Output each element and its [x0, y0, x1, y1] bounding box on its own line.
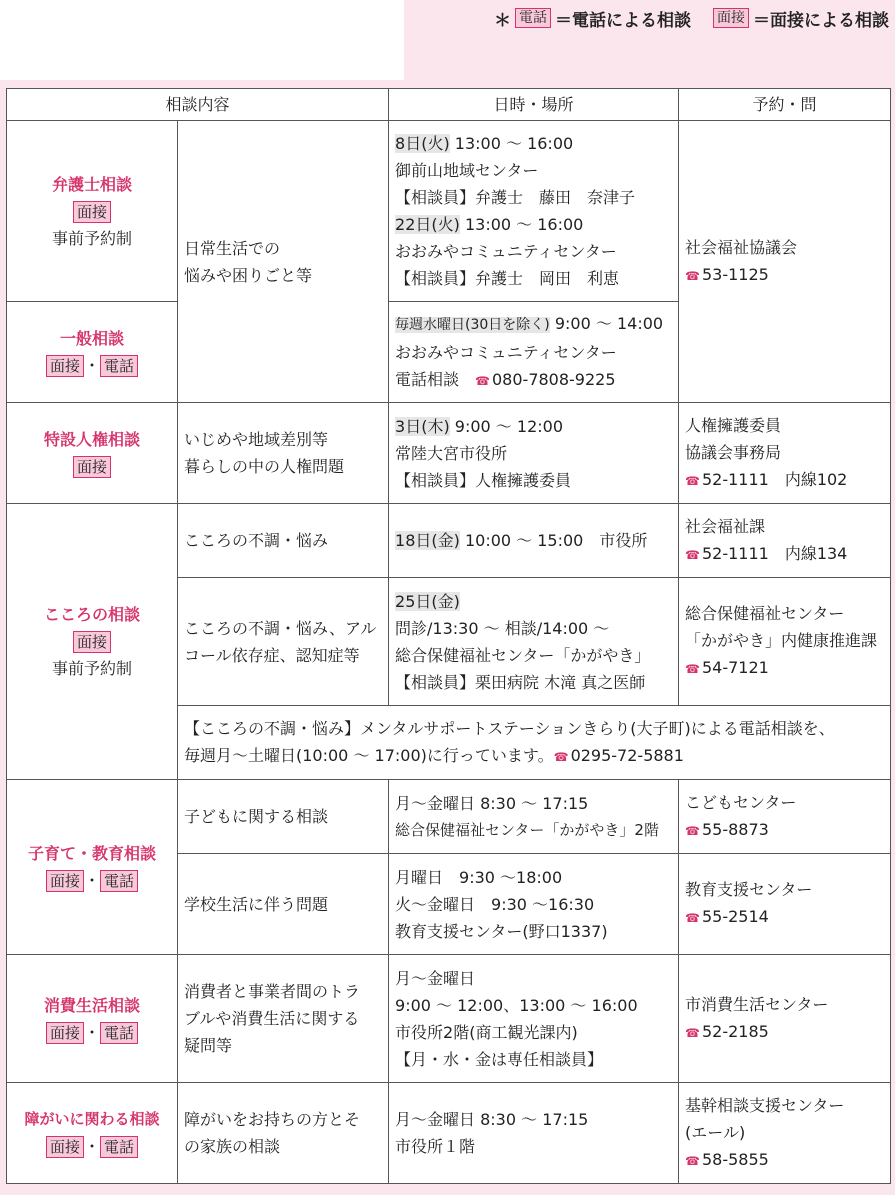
disability-contact-line: (エール): [685, 1122, 746, 1142]
table-row: [7, 1083, 891, 1184]
disability-datetime-cell: [389, 1083, 679, 1184]
disability-phone: 58-5855: [701, 1149, 769, 1169]
mental-topic-cell: [178, 578, 389, 706]
mental-category: こころの相談: [43, 605, 140, 624]
tel-tag: 電話: [100, 355, 138, 377]
disability-contact-line: 基幹相談支援センター: [685, 1095, 845, 1115]
header-contact: 予約・問: [679, 89, 891, 121]
lawyer-contact-cell: [679, 121, 891, 403]
legend-tel-desc: ＝電話による相談: [555, 10, 691, 31]
lawyer-note: 事前予約制: [51, 228, 132, 248]
child-phone2: 55-2514: [701, 907, 769, 926]
general-category-cell: 一般相談 面接 ・ 電話: [7, 302, 178, 403]
consumer-category-cell: 消費生活相談 面接 ・ 電話: [7, 955, 178, 1083]
mental-time1: 10:00 ～ 15:00 市役所: [464, 531, 648, 550]
legend-face-tag: 面接: [713, 8, 749, 28]
lawyer-date1: 8日(火): [395, 134, 450, 153]
face-tag: 面接: [46, 1022, 84, 1044]
disability-category: 障がいに関わる相談: [24, 1110, 160, 1128]
child-topic1: 子どもに関する相談: [184, 807, 329, 826]
child-time2b: 火～金曜日 9:30 ～16:30: [395, 894, 595, 914]
phone-icon: ☎: [553, 749, 569, 764]
mental-footnote-cell: [178, 706, 891, 780]
phone-icon: ☎: [685, 823, 700, 838]
general-place: おおみやコミュニティセンター: [395, 342, 617, 362]
lawyer-topic-cell: [178, 121, 389, 403]
rights-time: 9:00 ～ 12:00: [454, 416, 563, 436]
lawyer-place1: 御前山地域センター: [395, 161, 539, 180]
mental-datetime-cell: [389, 504, 679, 578]
header-datetime: 日時・場所: [389, 89, 679, 121]
disability-topic-line: 障がいをお持ちの方とそ: [184, 1110, 361, 1129]
child-contact-cell: [679, 854, 891, 955]
mental-topic1: こころの不調・悩み: [184, 531, 329, 550]
lawyer-contact: 社会福祉協議会: [685, 237, 798, 257]
phone-icon: ☎: [475, 373, 490, 388]
phone-icon: ☎: [685, 268, 700, 283]
mental-contact2-line: 「かがやき」内健康推進課: [685, 631, 878, 650]
tel-tag: 電話: [100, 1136, 138, 1158]
mental-contact2-line: 総合保健福祉センター: [685, 604, 845, 623]
legend-tel-tag: 電話: [515, 8, 551, 28]
mental-footnote-tel: 0295-72-5881: [570, 745, 684, 765]
face-tag: 面接: [73, 456, 111, 478]
lawyer-staff1: 【相談員】弁護士 藤田 奈津子: [395, 188, 636, 207]
mental-contact-cell: [679, 578, 891, 706]
mental-phone2: 54-7121: [701, 658, 769, 677]
face-tag: 面接: [46, 355, 84, 377]
mental-contact1: 社会福祉課: [685, 516, 766, 536]
table-row: [7, 403, 891, 504]
phone-icon: ☎: [685, 911, 700, 925]
consumer-topic-line: 消費者と事業者間のトラ: [184, 982, 361, 1001]
mental-place2: 総合保健福祉センター「かがやき」: [395, 645, 651, 665]
rights-category: 特設人権相談: [43, 430, 140, 449]
mental-staff2: 【相談員】栗田病院 木滝 真之医師: [395, 672, 646, 692]
mental-footnote1: 【こころの不調・悩み】メンタルサポートステーションきらり(大子町)による電話相談を、: [184, 718, 835, 738]
child-contact2: 教育支援センター: [685, 880, 813, 899]
child-place1: 総合保健福祉センター「かがやき」2階: [395, 820, 659, 839]
tel-tag: 電話: [100, 1022, 138, 1044]
header-blank-area: [0, 0, 404, 80]
table-row: [7, 955, 891, 1083]
lawyer-category-cell: [7, 121, 178, 302]
general-datetime-cell: [389, 302, 679, 403]
tel-tag: 電話: [100, 870, 138, 892]
rights-topic-line: いじめや地域差別等: [184, 430, 329, 449]
disability-category-cell: 障がいに関わる相談 面接 ・ 電話: [7, 1083, 178, 1184]
lawyer-topic-line: 悩みや困りごと等: [184, 265, 313, 285]
legend-face-desc: ＝面接による相談: [753, 10, 889, 31]
mental-datetime-cell: [389, 578, 679, 706]
phone-icon: ☎: [685, 662, 700, 676]
rights-category-cell: [7, 403, 178, 504]
child-category-cell: 子育て・教育相談 面接 ・ 電話: [7, 780, 178, 955]
header-content: 相談内容: [7, 89, 389, 121]
consumer-topic-line: 疑問等: [184, 1036, 233, 1055]
child-topic-cell: [178, 854, 389, 955]
consumer-contact: 市消費生活センター: [685, 994, 829, 1014]
rights-contact-line: 協議会事務局: [685, 442, 782, 462]
mental-date2: 25日(金): [395, 591, 460, 611]
mental-footnote2: 毎週月～土曜日(10:00 ～ 17:00)に行っています。: [184, 745, 554, 765]
mental-topic2-line: コール依存症、認知症等: [184, 645, 360, 665]
general-date: 毎週水曜日(30日を除く): [395, 316, 550, 333]
general-time: 9:00 ～ 14:00: [554, 313, 664, 333]
child-phone1: 55-8873: [701, 819, 769, 839]
consumer-contact-cell: [679, 955, 891, 1083]
lawyer-datetime-cell: [389, 121, 679, 302]
mental-time2: 問診/13:30 ～ 相談/14:00 ～: [395, 618, 610, 638]
consumer-place: 市役所2階(商工観光課内): [395, 1022, 578, 1042]
child-contact1: こどもセンター: [685, 792, 797, 812]
face-tag: 面接: [46, 870, 84, 892]
consumer-time: 9:00 ～ 12:00、13:00 ～ 16:00: [395, 995, 638, 1015]
lawyer-category: 弁護士相談: [51, 174, 132, 194]
lawyer-phone: 53-1125: [701, 264, 769, 284]
rights-topic-line: 暮らしの中の人権問題: [184, 457, 345, 476]
lawyer-staff2: 【相談員】弁護士 岡田 利恵: [395, 269, 620, 288]
consumer-category: 消費生活相談: [43, 995, 140, 1015]
rights-contact-cell: [679, 403, 891, 504]
mental-date1: 18日(金): [395, 531, 460, 550]
child-topic2: 学校生活に伴う問題: [184, 894, 329, 914]
rights-contact-line: 人権擁護委員: [685, 415, 782, 435]
mental-topic2-line: こころの不調・悩み、アル: [184, 618, 377, 638]
legend-asterisk: ＊: [494, 10, 511, 31]
mental-topic-cell: [178, 504, 389, 578]
lawyer-date2: 22日(火): [395, 215, 460, 234]
disability-contact-cell: [679, 1083, 891, 1184]
consumer-datetime-cell: [389, 955, 679, 1083]
table-row: [7, 780, 891, 854]
table-row: [7, 121, 891, 302]
rights-place: 常陸大宮市役所: [395, 443, 508, 463]
child-datetime-cell: [389, 780, 679, 854]
mental-category-cell: [7, 504, 178, 780]
consumer-topic-line: ブルや消費生活に関する: [184, 1009, 360, 1028]
general-category: 一般相談: [59, 329, 124, 348]
disability-place: 市役所１階: [395, 1137, 476, 1156]
consumer-topic-cell: [178, 955, 389, 1083]
table-header-row: [7, 89, 891, 121]
table-row: [7, 504, 891, 578]
phone-icon: ☎: [685, 547, 700, 562]
child-contact-cell: [679, 780, 891, 854]
general-tel: 080-7808-9225: [492, 369, 616, 389]
phone-icon: ☎: [685, 1153, 700, 1168]
rights-topic-cell: [178, 403, 389, 504]
consumer-staff: 【月・水・金は専任相談員】: [395, 1049, 604, 1069]
child-datetime-cell: [389, 854, 679, 955]
face-tag: 面接: [46, 1136, 84, 1158]
phone-icon: ☎: [685, 1025, 700, 1040]
lawyer-topic-line: 日常生活での: [184, 238, 281, 258]
child-category: 子育て・教育相談: [27, 844, 156, 863]
rights-phone: 52-1111 内線102: [701, 469, 848, 489]
face-tag: 面接: [73, 631, 111, 653]
phone-icon: ☎: [685, 473, 700, 488]
child-time1: 月～金曜日 8:30 ～ 17:15: [395, 793, 589, 813]
lawyer-place2: おおみやコミュニティセンター: [395, 242, 617, 261]
child-time2a: 月曜日 9:30 ～18:00: [395, 867, 563, 887]
consultation-table: [6, 88, 891, 1184]
rights-date: 3日(木): [395, 416, 450, 436]
rights-staff: 【相談員】人権擁護委員: [395, 470, 572, 490]
consumer-phone: 52-2185: [701, 1021, 769, 1041]
mental-contact-cell: [679, 504, 891, 578]
legend: [494, 6, 889, 30]
general-tel-label: 電話相談: [395, 369, 460, 389]
face-tag: 面接: [73, 201, 111, 223]
mental-phone1: 52-1111 内線134: [701, 543, 848, 563]
disability-time: 月～金曜日 8:30 ～ 17:15: [395, 1110, 589, 1129]
lawyer-time2: 13:00 ～ 16:00: [464, 215, 584, 234]
child-place2: 教育支援センター(野口1337): [395, 921, 608, 941]
disability-topic-line: の家族の相談: [184, 1137, 281, 1156]
child-topic-cell: [178, 780, 389, 854]
consumer-days: 月～金曜日: [395, 968, 476, 988]
mental-note: 事前予約制: [51, 659, 132, 678]
rights-datetime-cell: [389, 403, 679, 504]
disability-topic-cell: [178, 1083, 389, 1184]
lawyer-time1: 13:00 ～ 16:00: [454, 134, 574, 153]
